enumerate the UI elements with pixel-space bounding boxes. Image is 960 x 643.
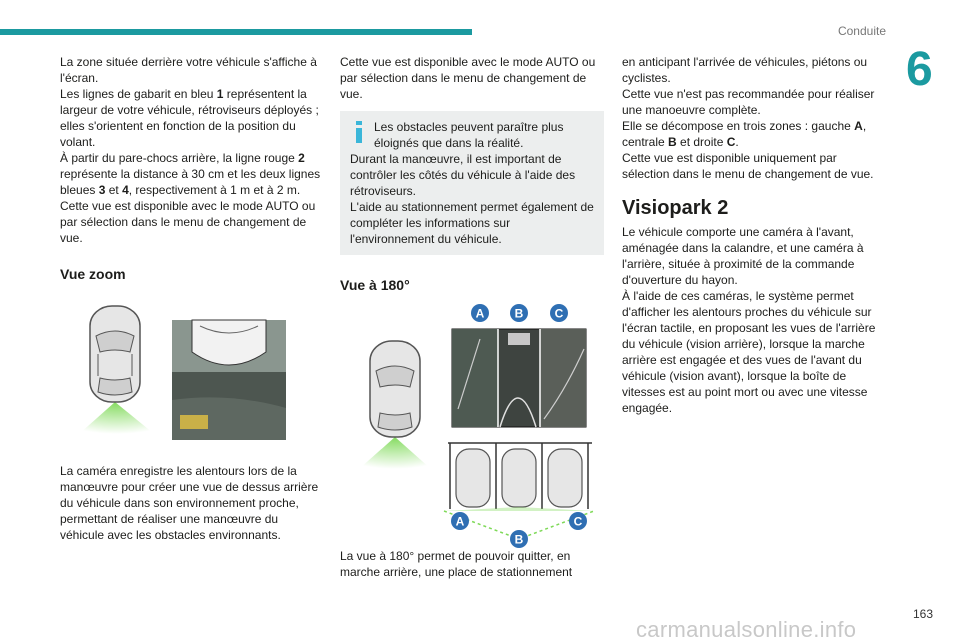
view-180-illustration [340, 299, 604, 554]
zone-label-b-top [510, 304, 528, 322]
paragraph-180: La vue à 180° permet de pouvoir quitter, en marche arrière, une place de stationnement [340, 549, 573, 579]
svg-text:C: C [554, 306, 564, 321]
paragraph-zones: Elle se décompose en trois zones : gauche A, centrale B et droite C. [622, 119, 867, 149]
camera-field-glow [70, 402, 164, 442]
heading-vue-180: Vue à 180° [340, 277, 410, 293]
svg-text:B: B [514, 532, 524, 547]
info-box [340, 111, 604, 255]
info-line-2: Durant la manœuvre, il est important de contrôler les côtés du véhicule à l'aide des rétroviseurs. [350, 152, 576, 198]
paragraph-cameras: À l'aide de ces caméras, le système permet d'afficher les alentours proches du véhicule sur l'écran tactile, en proposant les vues de l'arrière du véhicule (vision arrière), lorsque la marche arrière est engagée et des vues de l'avant du véhicule (vision avant), lorsque la boîte de vitesses est au point mort ou avec une vitesse engagée. [622, 289, 876, 415]
heading-vue-zoom: Vue zoom [60, 266, 126, 282]
heading-visiopark-2: Visiopark 2 [622, 197, 729, 219]
watermark: carmanualsonline.info [636, 617, 857, 642]
paragraph-visiopark: Le véhicule comporte une caméra à l'avant, aménagée dans la calandre, et une caméra à l'arrière, située à proximité de la commande d'ouverture du hayon. [622, 225, 864, 287]
column-left [60, 54, 322, 543]
paragraph-selection-only: Cette vue est disponible uniquement par sélection dans le menu de changement de vue. [622, 151, 874, 181]
car-top-view-icon [90, 306, 140, 402]
page-number: 163 [913, 607, 934, 621]
svg-text:A: A [475, 306, 485, 321]
info-icon [352, 121, 366, 143]
paragraph-not-recommended: Cette vue n'est pas recommandée pour réaliser une manoeuvre complète. [622, 87, 875, 117]
zone-label-a-bottom [451, 512, 469, 530]
paragraph-intro: La zone située derrière votre véhicule s'affiche à l'écran. [60, 55, 317, 85]
info-line-1: Les obstacles peuvent paraître plus éloignés que dans la réalité. [374, 120, 564, 150]
column-right [622, 54, 884, 416]
top-accent-bar [0, 29, 472, 35]
column-middle [340, 54, 604, 580]
info-line-3: L'aide au stationnement permet également de compléter les informations sur l'environnement du véhicule. [350, 200, 594, 246]
svg-text:C: C [573, 514, 583, 529]
zone-label-b-bottom [510, 530, 528, 548]
chapter-number: 6 [906, 43, 933, 96]
zone-label-a-top [471, 304, 489, 322]
svg-text:B: B [514, 306, 524, 321]
camera-180-image [452, 329, 586, 427]
paragraph-blue-lines: Les lignes de gabarit en bleu 1 représentent la largeur de votre véhicule, rétroviseurs déployés ; elles s'orientent en fonction de la position du volant. [60, 87, 319, 149]
section-title: Conduite [837, 24, 886, 38]
paragraph-zoom: La caméra enregistre les alentours lors de la manœuvre pour créer une vue de dessus arrière du véhicule dans son environnement proche, permettant de réaliser une manœuvre du véhicule avec les obstacles environnants. [60, 464, 319, 542]
zoom-view-illustration [60, 300, 322, 450]
svg-text:A: A [455, 514, 465, 529]
paragraph-auto-mode-2: Cette vue est disponible avec le mode AUTO ou par sélection dans le menu de changement de vue. [340, 55, 596, 101]
car-top-view-icon-180 [370, 341, 420, 437]
paragraph-continue: en anticipant l'arrivée de véhicules, piétons ou cyclistes. [622, 55, 868, 85]
zoom-camera-image [172, 320, 286, 440]
paragraph-auto-mode: Cette vue est disponible avec le mode AUTO ou par sélection dans le menu de changement de vue. [60, 199, 316, 245]
zone-label-c-top [550, 304, 568, 322]
zone-label-c-bottom [569, 512, 587, 530]
paragraph-red-line: À partir du pare-chocs arrière, la ligne rouge 2 représente la distance à 30 cm et les deux lignes bleues 3 et 4, respectivement à 1 m et à 2 m. [60, 151, 321, 197]
camera-field-glow-180 [350, 437, 440, 477]
